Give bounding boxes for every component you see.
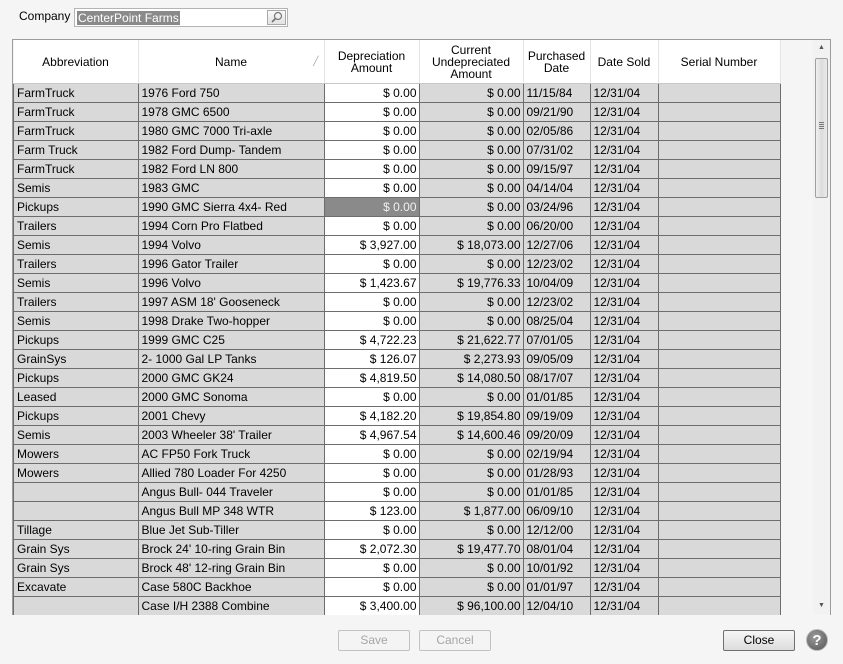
column-header-label: Depreciation Amount	[337, 48, 406, 75]
cell-sold[interactable]: 12/31/04	[590, 445, 658, 464]
cell-pur[interactable]: 06/09/10	[523, 502, 590, 521]
cell-sold[interactable]: 12/31/04	[590, 179, 658, 198]
cell-name[interactable]: Angus Bull MP 348 WTR	[138, 502, 324, 521]
cell-serial[interactable]	[658, 255, 780, 274]
cell-cur[interactable]: $ 14,600.46	[419, 426, 523, 445]
column-header-label: Purchased Date	[527, 48, 586, 75]
cell-name[interactable]: Brock 48' 12-ring Grain Bin	[138, 559, 324, 578]
cell-serial[interactable]	[658, 540, 780, 559]
cell-pur[interactable]: 03/24/96	[523, 198, 590, 217]
cell-dep[interactable]: $ 0.00	[324, 464, 419, 483]
table-row[interactable]	[14, 426, 781, 445]
cell-dep[interactable]: $ 4,182.20	[324, 407, 419, 426]
company-label: Company	[19, 9, 71, 23]
cell-cur[interactable]: $ 0.00	[419, 293, 523, 312]
cell-cur[interactable]: $ 0.00	[419, 445, 523, 464]
cell-abbr[interactable]: Semis	[14, 312, 139, 331]
cell-serial[interactable]	[658, 217, 780, 236]
cell-cur[interactable]: $ 0.00	[419, 312, 523, 331]
cell-name[interactable]: Blue Jet Sub-Tiller	[138, 521, 324, 540]
cell-dep[interactable]: $ 3,400.00	[324, 597, 419, 616]
cell-dep[interactable]: $ 4,967.54	[324, 426, 419, 445]
cell-serial[interactable]	[658, 312, 780, 331]
cell-pur[interactable]: 04/14/04	[523, 179, 590, 198]
cell-abbr[interactable]	[14, 483, 139, 502]
cell-abbr[interactable]: Grain Sys	[14, 540, 139, 559]
cell-dep[interactable]: $ 0.00	[324, 388, 419, 407]
cell-serial[interactable]	[658, 103, 780, 122]
cell-serial[interactable]	[658, 407, 780, 426]
cell-pur[interactable]: 08/01/04	[523, 540, 590, 559]
cell-cur[interactable]: $ 19,854.80	[419, 407, 523, 426]
cell-sold[interactable]: 12/31/04	[590, 350, 658, 369]
cell-cur[interactable]: $ 0.00	[419, 84, 523, 103]
table-row[interactable]	[14, 407, 781, 426]
column-header-dep[interactable]	[324, 40, 419, 84]
cell-abbr[interactable]: Farm Truck	[14, 141, 139, 160]
cell-dep[interactable]: $ 0.00	[324, 179, 419, 198]
column-header-cur[interactable]	[419, 40, 523, 84]
cell-sold[interactable]: 12/31/04	[590, 160, 658, 179]
cell-pur[interactable]: 06/20/00	[523, 217, 590, 236]
cell-dep[interactable]: $ 4,722.23	[324, 331, 419, 350]
cell-sold[interactable]: 12/31/04	[590, 369, 658, 388]
cell-serial[interactable]	[658, 483, 780, 502]
cancel-button[interactable]: Cancel	[419, 630, 491, 651]
cell-sold[interactable]: 12/31/04	[590, 255, 658, 274]
cell-pur[interactable]: 02/19/94	[523, 445, 590, 464]
cell-abbr[interactable]: FarmTruck	[14, 160, 139, 179]
cell-pur[interactable]: 08/17/07	[523, 369, 590, 388]
column-header-label: Date Sold	[597, 54, 651, 69]
cell-dep[interactable]: $ 4,819.50	[324, 369, 419, 388]
scroll-down-arrow-icon[interactable]: ▼	[818, 602, 825, 609]
cell-abbr[interactable]: Pickups	[14, 198, 139, 217]
cell-serial[interactable]	[658, 521, 780, 540]
cell-sold[interactable]: 12/31/04	[590, 388, 658, 407]
cell-dep[interactable]: $ 0.00	[324, 483, 419, 502]
cell-abbr[interactable]: Semis	[14, 274, 139, 293]
cell-sold[interactable]: 12/31/04	[590, 559, 658, 578]
cell-name[interactable]: 1976 Ford 750	[138, 84, 324, 103]
cell-dep[interactable]: $ 0.00	[324, 578, 419, 597]
cell-pur[interactable]: 01/01/85	[523, 483, 590, 502]
cell-pur[interactable]: 07/31/02	[523, 141, 590, 160]
cell-pur[interactable]: 10/01/92	[523, 559, 590, 578]
cell-abbr[interactable]: Pickups	[14, 407, 139, 426]
cell-sold[interactable]: 12/31/04	[590, 540, 658, 559]
table-row[interactable]	[14, 559, 781, 578]
table-row[interactable]	[14, 464, 781, 483]
cell-dep[interactable]: $ 2,072.30	[324, 540, 419, 559]
save-button[interactable]: Save	[338, 630, 410, 651]
cell-abbr[interactable]: FarmTruck	[14, 84, 139, 103]
cell-cur[interactable]: $ 21,622.77	[419, 331, 523, 350]
cell-dep[interactable]: $ 0.00	[324, 293, 419, 312]
cell-dep[interactable]: $ 126.07	[324, 350, 419, 369]
cell-cur[interactable]: $ 96,100.00	[419, 597, 523, 616]
grip-icon	[819, 122, 824, 123]
cell-name[interactable]: 1982 Ford Dump- Tandem	[138, 141, 324, 160]
column-header-label: Current Undepreciated Amount	[431, 42, 511, 81]
cell-name[interactable]: Case 580C Backhoe	[138, 578, 324, 597]
cell-abbr[interactable]: Mowers	[14, 464, 139, 483]
company-value[interactable]: CenterPoint Farms	[78, 11, 179, 25]
cell-cur[interactable]: $ 0.00	[419, 521, 523, 540]
cell-sold[interactable]: 12/31/04	[590, 521, 658, 540]
cell-abbr[interactable]: Leased	[14, 388, 139, 407]
cell-cur[interactable]: $ 18,073.00	[419, 236, 523, 255]
cell-name[interactable]: 1998 Drake Two-hopper	[138, 312, 324, 331]
cell-abbr[interactable]: Semis	[14, 236, 139, 255]
cell-pur[interactable]: 07/01/05	[523, 331, 590, 350]
cell-dep[interactable]: $ 0.00	[324, 559, 419, 578]
column-header-label: Serial Number	[680, 54, 758, 69]
cell-sold[interactable]: 12/31/04	[590, 407, 658, 426]
cell-abbr[interactable]: Semis	[14, 426, 139, 445]
table-row[interactable]	[14, 274, 781, 293]
cell-name[interactable]: 1990 GMC Sierra 4x4- Red	[138, 198, 324, 217]
cell-abbr[interactable]: Trailers	[14, 255, 139, 274]
cell-sold[interactable]: 12/31/04	[590, 274, 658, 293]
cell-name[interactable]: 1978 GMC 6500	[138, 103, 324, 122]
cell-sold[interactable]: 12/31/04	[590, 426, 658, 445]
cell-cur[interactable]: $ 19,776.33	[419, 274, 523, 293]
cell-cur[interactable]: $ 0.00	[419, 103, 523, 122]
cell-abbr[interactable]: Trailers	[14, 293, 139, 312]
cell-dep[interactable]: $ 0.00	[324, 445, 419, 464]
column-header-label: Abbreviation	[42, 54, 109, 69]
cell-pur[interactable]: 09/19/09	[523, 407, 590, 426]
cell-serial[interactable]	[658, 122, 780, 141]
cell-serial[interactable]	[658, 179, 780, 198]
cell-abbr[interactable]: Pickups	[14, 369, 139, 388]
cell-serial[interactable]	[658, 464, 780, 483]
cell-sold[interactable]: 12/31/04	[590, 293, 658, 312]
table-row[interactable]	[14, 483, 781, 502]
cell-serial[interactable]	[658, 388, 780, 407]
cell-name[interactable]: 1980 GMC 7000 Tri-axle	[138, 122, 324, 141]
table-row[interactable]	[14, 540, 781, 559]
company-lookup-button[interactable]	[267, 10, 286, 25]
cell-serial[interactable]	[658, 445, 780, 464]
cell-sold[interactable]: 12/31/04	[590, 483, 658, 502]
help-icon[interactable]: ?	[806, 629, 828, 651]
cell-abbr[interactable]: Semis	[14, 179, 139, 198]
cell-pur[interactable]: 12/27/06	[523, 236, 590, 255]
assets-table	[13, 40, 781, 615]
table-row[interactable]	[14, 350, 781, 369]
cell-abbr[interactable]: FarmTruck	[14, 103, 139, 122]
table-row[interactable]	[14, 179, 781, 198]
cell-dep[interactable]: $ 0.00	[324, 84, 419, 103]
cell-abbr[interactable]: Trailers	[14, 217, 139, 236]
cell-pur[interactable]: 12/12/00	[523, 521, 590, 540]
table-row[interactable]	[14, 198, 781, 217]
cell-cur[interactable]: $ 0.00	[419, 122, 523, 141]
cell-dep[interactable]: $ 0.00	[324, 122, 419, 141]
cell-pur[interactable]: 02/05/86	[523, 122, 590, 141]
cell-sold[interactable]: 12/31/04	[590, 312, 658, 331]
table-row[interactable]	[14, 597, 781, 616]
cell-dep[interactable]: $ 0.00	[324, 521, 419, 540]
cell-serial[interactable]	[658, 198, 780, 217]
column-header-label: Name	[214, 54, 247, 69]
cell-serial[interactable]	[658, 293, 780, 312]
cell-sold[interactable]: 12/31/04	[590, 236, 658, 255]
cell-dep[interactable]: $ 0.00	[324, 255, 419, 274]
cell-cur[interactable]: $ 0.00	[419, 464, 523, 483]
table-row[interactable]	[14, 445, 781, 464]
cell-serial[interactable]	[658, 331, 780, 350]
cell-name[interactable]: 2003 Wheeler 38' Trailer	[138, 426, 324, 445]
cell-sold[interactable]: 12/31/04	[590, 217, 658, 236]
cell-cur[interactable]: $ 0.00	[419, 483, 523, 502]
cell-sold[interactable]: 12/31/04	[590, 122, 658, 141]
cell-pur[interactable]: 09/05/09	[523, 350, 590, 369]
table-row[interactable]	[14, 312, 781, 331]
table-row[interactable]	[14, 141, 781, 160]
cell-serial[interactable]	[658, 426, 780, 445]
cell-serial[interactable]	[658, 160, 780, 179]
cell-cur[interactable]: $ 2,273.93	[419, 350, 523, 369]
magnifier-icon	[268, 11, 285, 24]
cell-cur[interactable]: $ 0.00	[419, 255, 523, 274]
scroll-up-arrow-icon[interactable]: ▲	[818, 44, 825, 51]
cell-dep[interactable]: $ 0.00	[324, 103, 419, 122]
table-row[interactable]	[14, 502, 781, 521]
cell-serial[interactable]	[658, 236, 780, 255]
table-row[interactable]	[14, 103, 781, 122]
cell-name[interactable]: Brock 24' 10-ring Grain Bin	[138, 540, 324, 559]
table-row[interactable]	[14, 521, 781, 540]
table-row[interactable]	[14, 236, 781, 255]
cell-serial[interactable]	[658, 369, 780, 388]
cell-cur[interactable]: $ 0.00	[419, 198, 523, 217]
cell-abbr[interactable]: Excavate	[14, 578, 139, 597]
cell-cur[interactable]: $ 14,080.50	[419, 369, 523, 388]
column-header-abbr[interactable]	[14, 40, 139, 84]
assets-grid	[12, 39, 831, 615]
cell-abbr[interactable]: Grain Sys	[14, 559, 139, 578]
cell-pur[interactable]: 01/01/85	[523, 388, 590, 407]
cell-name[interactable]: 2- 1000 Gal LP Tanks	[138, 350, 324, 369]
table-row[interactable]	[14, 578, 781, 597]
cell-abbr[interactable]	[14, 597, 139, 616]
cell-serial[interactable]	[658, 274, 780, 293]
cell-abbr[interactable]: GrainSys	[14, 350, 139, 369]
column-header-serial[interactable]	[658, 40, 780, 84]
cell-pur[interactable]: 12/23/02	[523, 293, 590, 312]
cell-name[interactable]: 1994 Corn Pro Flatbed	[138, 217, 324, 236]
cell-pur[interactable]: 12/23/02	[523, 255, 590, 274]
cell-name[interactable]: 1997 ASM 18' Gooseneck	[138, 293, 324, 312]
close-button[interactable]: Close	[723, 630, 795, 651]
cell-sold[interactable]: 12/31/04	[590, 103, 658, 122]
cell-abbr[interactable]	[14, 502, 139, 521]
scroll-thumb[interactable]	[815, 58, 828, 198]
cell-cur[interactable]: $ 0.00	[419, 559, 523, 578]
cell-cur[interactable]: $ 0.00	[419, 578, 523, 597]
column-header-sold[interactable]	[590, 40, 658, 84]
table-row[interactable]	[14, 293, 781, 312]
cell-pur[interactable]: 01/28/93	[523, 464, 590, 483]
header-row	[14, 40, 781, 84]
cell-name[interactable]: 1999 GMC C25	[138, 331, 324, 350]
cell-name[interactable]: 1994 Volvo	[138, 236, 324, 255]
table-row[interactable]	[14, 84, 781, 103]
cell-serial[interactable]	[658, 578, 780, 597]
table-row[interactable]	[14, 331, 781, 350]
cell-abbr[interactable]: Pickups	[14, 331, 139, 350]
cell-name[interactable]: 1996 Volvo	[138, 274, 324, 293]
cell-dep[interactable]: $ 0.00	[324, 217, 419, 236]
cell-dep[interactable]: $ 0.00	[324, 160, 419, 179]
cell-sold[interactable]: 12/31/04	[590, 464, 658, 483]
vertical-scrollbar[interactable]	[813, 40, 830, 614]
cell-name[interactable]: 2000 GMC Sonoma	[138, 388, 324, 407]
table-row[interactable]	[14, 255, 781, 274]
cell-sold[interactable]: 12/31/04	[590, 578, 658, 597]
cell-serial[interactable]	[658, 350, 780, 369]
table-row[interactable]	[14, 122, 781, 141]
cell-sold[interactable]: 12/31/04	[590, 331, 658, 350]
cell-pur[interactable]: 09/21/90	[523, 103, 590, 122]
cell-name[interactable]: Allied 780 Loader For 4250	[138, 464, 324, 483]
cell-dep[interactable]: $ 123.00	[324, 502, 419, 521]
column-header-pur[interactable]	[523, 40, 590, 84]
cell-abbr[interactable]: FarmTruck	[14, 122, 139, 141]
cell-abbr[interactable]: Tillage	[14, 521, 139, 540]
cell-sold[interactable]: 12/31/04	[590, 84, 658, 103]
cell-name[interactable]: 2001 Chevy	[138, 407, 324, 426]
cell-cur[interactable]: $ 0.00	[419, 160, 523, 179]
cell-cur[interactable]: $ 0.00	[419, 141, 523, 160]
cell-cur[interactable]: $ 19,477.70	[419, 540, 523, 559]
cell-name[interactable]: Case I/H 2388 Combine	[138, 597, 324, 616]
cell-pur[interactable]: 01/01/97	[523, 578, 590, 597]
cell-dep[interactable]: $ 1,423.67	[324, 274, 419, 293]
cell-sold[interactable]: 12/31/04	[590, 597, 658, 616]
cell-sold[interactable]: 12/31/04	[590, 141, 658, 160]
cell-dep[interactable]: $ 3,927.00	[324, 236, 419, 255]
cell-cur[interactable]: $ 0.00	[419, 217, 523, 236]
cell-name[interactable]: Angus Bull- 044 Traveler	[138, 483, 324, 502]
column-header-name[interactable]	[138, 40, 324, 84]
cell-serial[interactable]	[658, 502, 780, 521]
table-row[interactable]	[14, 160, 781, 179]
table-row[interactable]	[14, 217, 781, 236]
table-row[interactable]	[14, 388, 781, 407]
cell-pur[interactable]: 09/15/97	[523, 160, 590, 179]
cell-pur[interactable]: 12/04/10	[523, 597, 590, 616]
cell-dep[interactable]: $ 0.00	[324, 312, 419, 331]
cell-dep[interactable]: $ 0.00	[324, 198, 419, 217]
cell-sold[interactable]: 12/31/04	[590, 502, 658, 521]
cell-name[interactable]: AC FP50 Fork Truck	[138, 445, 324, 464]
cell-sold[interactable]: 12/31/04	[590, 198, 658, 217]
cell-serial[interactable]	[658, 141, 780, 160]
cell-name[interactable]: 2000 GMC GK24	[138, 369, 324, 388]
cell-pur[interactable]: 09/20/09	[523, 426, 590, 445]
cell-name[interactable]: 1982 Ford LN 800	[138, 160, 324, 179]
cell-pur[interactable]: 08/25/04	[523, 312, 590, 331]
cell-name[interactable]: 1983 GMC	[138, 179, 324, 198]
company-field[interactable]	[74, 8, 288, 27]
cell-serial[interactable]	[658, 559, 780, 578]
cell-serial[interactable]	[658, 84, 780, 103]
cell-dep[interactable]: $ 0.00	[324, 141, 419, 160]
cell-cur[interactable]: $ 1,877.00	[419, 502, 523, 521]
cell-name[interactable]: 1996 Gator Trailer	[138, 255, 324, 274]
cell-cur[interactable]: $ 0.00	[419, 388, 523, 407]
cell-pur[interactable]: 11/15/84	[523, 84, 590, 103]
cell-serial[interactable]	[658, 597, 780, 616]
cell-pur[interactable]: 10/04/09	[523, 274, 590, 293]
cell-cur[interactable]: $ 0.00	[419, 179, 523, 198]
table-row[interactable]	[14, 369, 781, 388]
cell-abbr[interactable]: Mowers	[14, 445, 139, 464]
sort-ascending-icon: ╱	[313, 56, 319, 66]
